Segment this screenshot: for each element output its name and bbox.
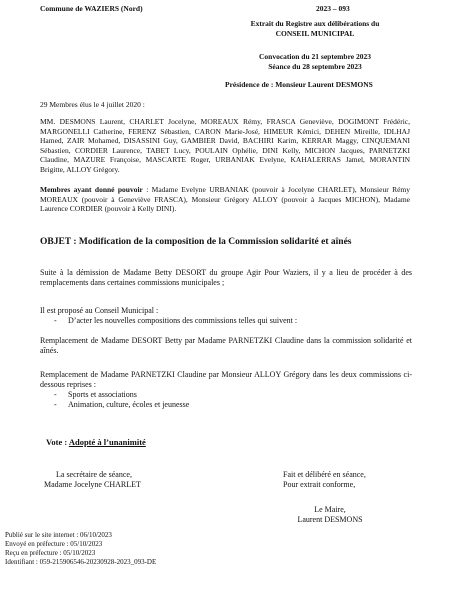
extract-certification <box>283 470 366 490</box>
certification-line-1: Fait et délibéré en séance, <box>283 470 366 479</box>
body-paragraph-4 <box>40 370 412 410</box>
received-date: Reçu en préfecture : 05/10/2023 <box>5 549 96 557</box>
objet-title: OBJET : Modification de la composition de la Commission solidarité et aînés <box>40 237 352 247</box>
secretary-block <box>40 470 141 490</box>
convocation-date: Convocation du 21 septembre 2023 <box>259 52 371 61</box>
mayor-name: Laurent DESMONS <box>297 515 363 524</box>
proposal-item: - D’acter les nouvelles compositions des commissions telles qui suivent : <box>40 316 412 326</box>
commission-item-animation: - Animation, culture, écoles et jeunesse <box>40 400 412 410</box>
deliberation-reference: 2023 – 093 <box>316 4 350 13</box>
act-identifier: Identifiant : 059-215906546-20230928-2023_093-DE <box>5 558 157 566</box>
extract-line-1: Extrait du Registre aux délibérations du <box>250 19 380 28</box>
presidence: Présidence de : Monsieur Laurent DESMONS <box>225 80 373 89</box>
vote-line <box>46 437 146 448</box>
proposal-intro: Il est proposé au Conseil Municipal : <box>40 306 159 315</box>
secretary-name: Madame Jocelyne CHARLET <box>44 480 141 489</box>
pouvoir-paragraph <box>40 185 410 214</box>
commune-name: Commune de WAZIERS (Nord) <box>40 4 143 13</box>
body-paragraph-1: Suite à la démission de Madame Betty DESORT du groupe Agir Pour Waziers, il y a lieu de procéder à des remplacements dans certaines commissions municipales ; <box>40 268 412 287</box>
convocation-block <box>220 52 410 71</box>
mayor-signature <box>275 505 385 525</box>
mayor-title: Le Maire, <box>314 505 346 514</box>
pouvoir-label: Membres ayant donné pouvoir <box>40 185 143 194</box>
commission-item-sports: - Sports et associations <box>40 390 412 400</box>
transmission-footer <box>5 531 156 567</box>
commission-list <box>40 390 412 410</box>
replacement-text: Remplacement de Madame PARNETZKI Claudine par Monsieur ALLOY Grégory dans les deux commissions ci-dessous reprises : <box>40 370 412 389</box>
vote-label: Vote : <box>46 437 68 447</box>
published-date: Publié sur le site internet : 06/10/2023 <box>5 531 112 539</box>
extract-line-2: CONSEIL MUNICIPAL <box>275 28 355 38</box>
certification-line-2: Pour extrait conforme, <box>283 480 356 489</box>
extract-title <box>220 19 410 38</box>
seance-date: Séance du 28 septembre 2023 <box>268 61 362 71</box>
vote-result: Adopté à l’unanimité <box>68 437 146 447</box>
proposal-list <box>40 316 412 326</box>
body-paragraph-2 <box>40 306 412 326</box>
sent-date: Envoyé en préfecture : 05/10/2023 <box>5 540 103 548</box>
body-paragraph-3: Remplacement de Madame DESORT Betty par Madame PARNETZKI Claudine dans la commission solidarité et aînés. <box>40 336 412 355</box>
members-list: MM. DESMONS Laurent, CHARLET Jocelyne, MOREAUX Rémy, FRASCA Geneviève, DOGIMONT Frédéric, MARGONELLI Catherine, FERENZ Sébastien, CARON Marie-José, HIMEUR Kémici, DEHEN Mireille, IDLHAJ Hamed, ZAIR Mohamed, DISASSINI Guy, GAMBIER David, BACHIRI Karim, KERRAR Maggy, CINQUEMANI Sébastien, CORDIER Laurence, TABET Lucy, POULAIN Ophélie, DINI Kelly, MICHON Jacques, PARNETZKI Claudine, MAZURE Françoise, MASCARTE Roger, URBANIAK Evelyne, KAHALERRAS Jamel, MORANTIN Brigitte, ALLOY Grégory. <box>40 117 410 174</box>
pouvoir-text: : Madame Evelyne URBANIAK (pouvoir à Jocelyne CHARLET), Monsieur Rémy MOREAUX (pouvoir à Geneviève FRASCA), Monsieur Grégory ALLOY (pouvoir à Jacques MICHON), Madame Laurence CORDIER (pouvoir à Kelly DINI). <box>40 185 410 214</box>
members-count: 29 Membres élus le 4 juillet 2020 : <box>40 100 145 109</box>
secretary-title: La secrétaire de séance, <box>56 470 132 479</box>
